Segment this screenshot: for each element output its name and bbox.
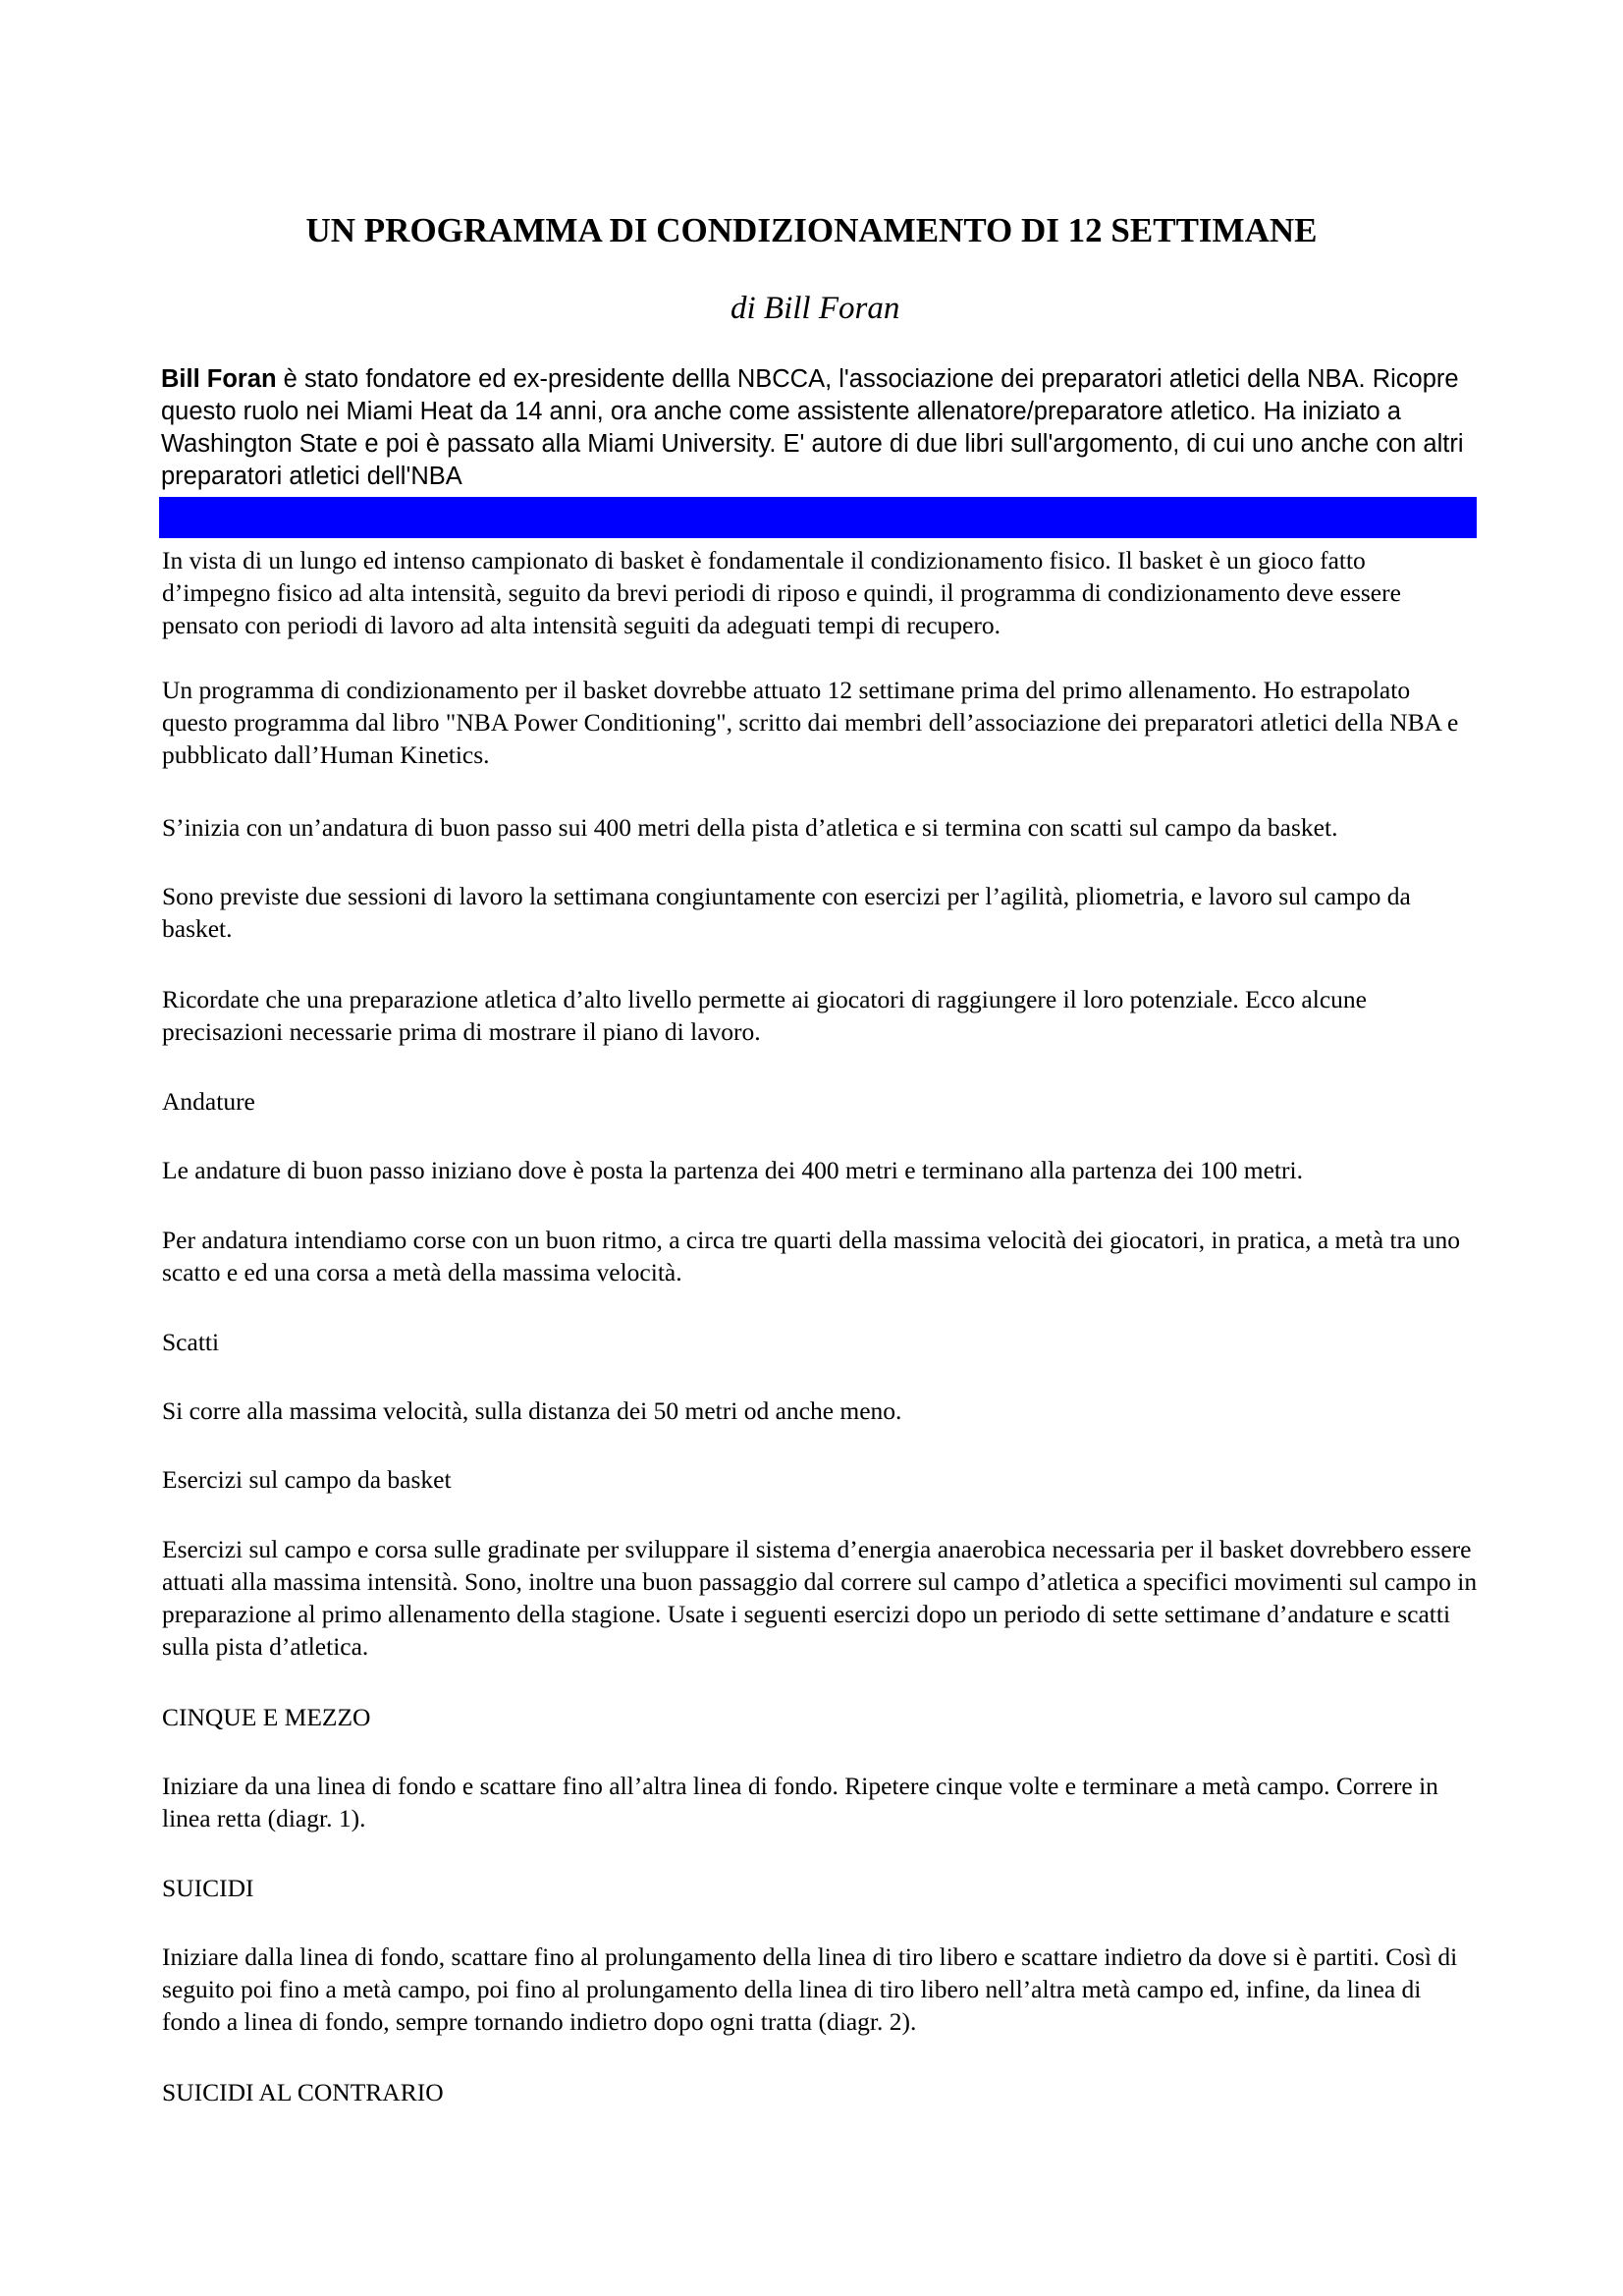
- paragraph-cinque-e-mezzo: Iniziare da una linea di fondo e scattare fino all’altra linea di fondo. Ripetere cinque volte e terminare a metà campo. Correre in linea retta (diagr. 1).: [162, 1772, 1438, 1832]
- heading-esercizi: Esercizi sul campo da basket: [162, 1465, 452, 1494]
- paragraph-andature-start: Le andature di buon passo iniziano dove è posta la partenza dei 400 metri e terminano alla partenza dei 100 metri.: [162, 1156, 1303, 1184]
- paragraph-scatti: Si corre alla massima velocità, sulla distanza dei 50 metri od anche meno.: [162, 1396, 902, 1425]
- paragraph-sessions: Sono previste due sessioni di lavoro la settimana congiuntamente con esercizi per l’agilità, pliometria, e lavoro sul campo da basket.: [162, 882, 1411, 943]
- paragraph-remember: Ricordate che una preparazione atletica d’alto livello permette ai giocatori di raggiungere il loro potenziale. Ecco alcune precisazioni necessarie prima di mostrare il piano di lavoro.: [162, 985, 1367, 1046]
- heading-cinque-e-mezzo: CINQUE E MEZZO: [162, 1703, 371, 1731]
- heading-suicidi: SUICIDI: [162, 1874, 254, 1902]
- paragraph-start: S’inizia con un’andatura di buon passo sui 400 metri della pista d’atletica e si termina con scatti sul campo da basket.: [162, 813, 1338, 842]
- bio-name: Bill Foran: [161, 365, 277, 393]
- heading-andature: Andature: [162, 1087, 255, 1116]
- paragraph-intro: In vista di un lungo ed intenso campionato di basket è fondamentale il condizionamento fisico. Il basket è un gioco fatto d’impegno fisico ad alta intensità, seguito da brevi periodi di riposo e quindi, il programma di condizionamento deve essere pensato con periodi di lavoro ad alta intensità seguiti da adeguati tempi di recupero.: [162, 546, 1401, 639]
- paragraph-suicidi: Iniziare dalla linea di fondo, scattare fino al prolungamento della linea di tiro libero e scattare indietro da dove si è partiti. Così di seguito poi fino a metà campo, poi fino al prolungamento della linea di tiro libero nell’altra metà campo ed, infine, da linea di fondo a linea di fondo, sempre tornando indietro dopo ogni tratta (diagr. 2).: [162, 1942, 1458, 2036]
- heading-suicidi-al-contrario: SUICIDI AL CONTRARIO: [162, 2078, 444, 2106]
- heading-scatti: Scatti: [162, 1328, 220, 1356]
- blue-divider-bar: [159, 497, 1477, 538]
- author-bio: [161, 363, 1477, 493]
- bio-text: è stato fondatore ed ex-presidente dellla NBCCA, l'associazione dei preparatori atletici della NBA. Ricopre questo ruolo nei Miami Heat da 14 anni, ora anche come assistente allenatore/preparatore atletico. Ha iniziato a Washington State e poi è passato alla Miami University. E' autore di due libri sull'argomento, di cui uno anche con altri preparatori atletici dell'NBA: [161, 365, 1464, 490]
- document-title: UN PROGRAMMA DI CONDIZIONAMENTO DI 12 SETTIMANE: [305, 211, 1318, 249]
- document-author: di Bill Foran: [730, 291, 900, 326]
- paragraph-program: Un programma di condizionamento per il basket dovrebbe attuato 12 settimane prima del primo allenamento. Ho estrapolato questo programma dal libro "NBA Power Conditioning", scritto dai membri dell’associazione dei preparatori atletici della NBA e pubblicato dall’Human Kinetics.: [162, 676, 1459, 769]
- paragraph-andature-def: Per andatura intendiamo corse con un buon ritmo, a circa tre quarti della massima velocità dei giocatori, in pratica, a metà tra uno scatto e ed una corsa a metà della massima velocità.: [162, 1226, 1460, 1286]
- paragraph-esercizi: Esercizi sul campo e corsa sulle gradinate per sviluppare il sistema d’energia anaerobica necessaria per il basket dovrebbero essere attuati alla massima intensità. Sono, inoltre una buon passaggio dal correre sul campo d’atletica a specifici movimenti sul campo in preparazione al primo allenamento della stagione. Usate i seguenti esercizi dopo un periodo di sette settimane d’andature e scatti sulla pista d’atletica.: [162, 1535, 1478, 1661]
